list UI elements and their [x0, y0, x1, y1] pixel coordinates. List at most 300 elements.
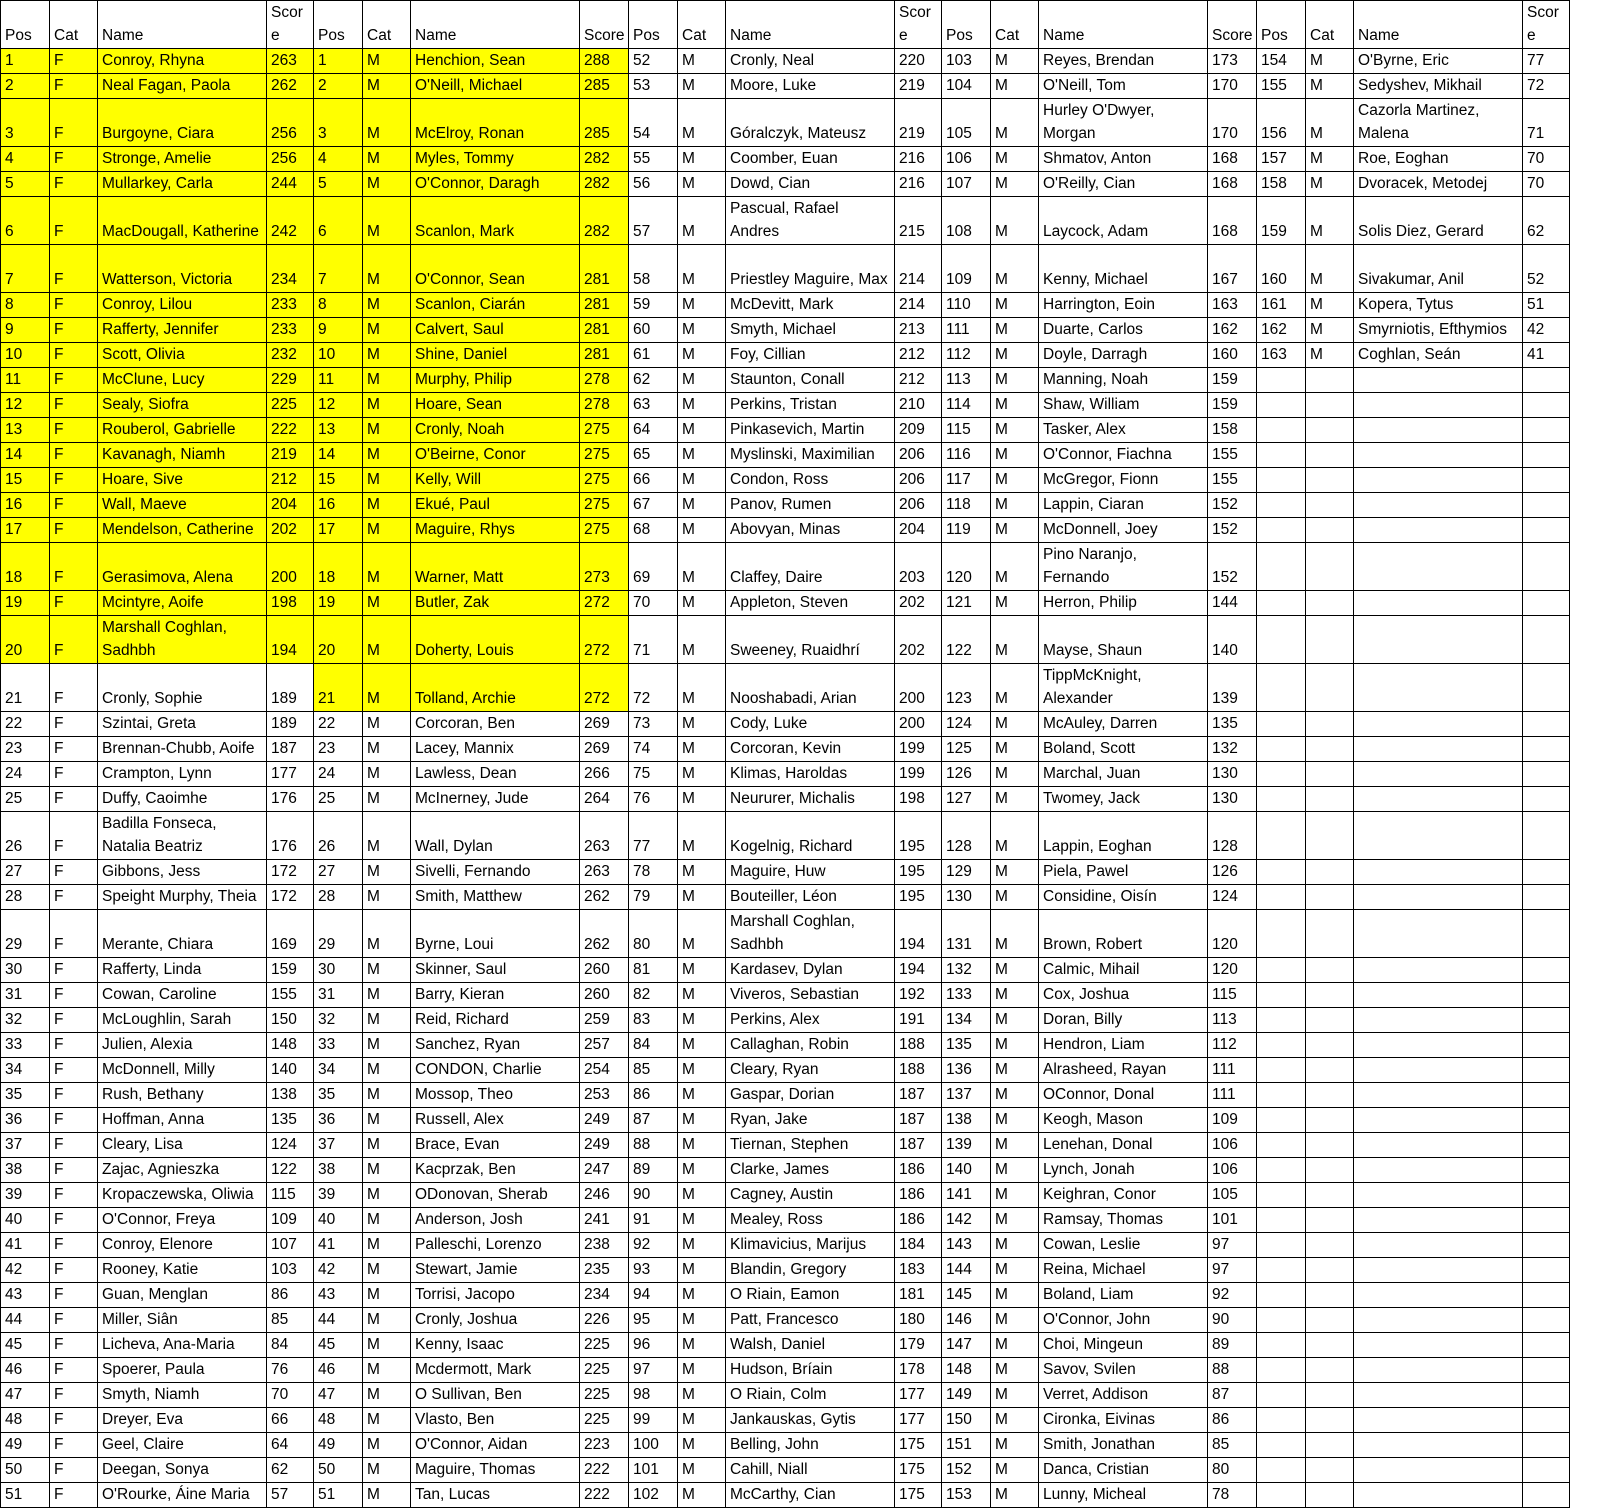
cell-pos[interactable] [1257, 1308, 1306, 1333]
cell-score[interactable]: 225 [580, 1333, 629, 1358]
cell-cat[interactable]: M [991, 616, 1039, 664]
cell-name[interactable]: Doherty, Louis [411, 616, 580, 664]
cell-pos[interactable]: 8 [314, 293, 363, 318]
cell-pos[interactable]: 155 [1257, 74, 1306, 99]
cell-score[interactable]: 85 [1208, 1433, 1257, 1458]
cell-score[interactable]: 148 [267, 1033, 314, 1058]
cell-name[interactable]: Deegan, Sonya [98, 1458, 267, 1483]
cell-cat[interactable]: M [1306, 318, 1354, 343]
cell-cat[interactable]: F [50, 293, 98, 318]
cell-cat[interactable]: M [991, 1408, 1039, 1433]
cell-name[interactable]: Szintai, Greta [98, 712, 267, 737]
cell-name[interactable]: McDonnell, Milly [98, 1058, 267, 1083]
cell-score[interactable]: 162 [1208, 318, 1257, 343]
cell-score[interactable]: 222 [580, 1483, 629, 1508]
cell-pos[interactable]: 128 [942, 812, 991, 860]
cell-cat[interactable] [1306, 812, 1354, 860]
cell-cat[interactable]: F [50, 1233, 98, 1258]
cell-score[interactable] [1523, 712, 1570, 737]
cell-pos[interactable]: 22 [314, 712, 363, 737]
cell-pos[interactable]: 28 [1, 885, 50, 910]
cell-pos[interactable]: 3 [314, 99, 363, 147]
cell-pos[interactable] [1257, 712, 1306, 737]
cell-pos[interactable]: 142 [942, 1208, 991, 1233]
cell-name[interactable]: Condon, Ross [726, 468, 895, 493]
cell-name[interactable]: Cironka, Eivinas [1039, 1408, 1208, 1433]
cell-pos[interactable]: 5 [1, 172, 50, 197]
cell-score[interactable] [1523, 443, 1570, 468]
cell-name[interactable] [1354, 368, 1523, 393]
cell-name[interactable]: Nooshabadi, Arian [726, 664, 895, 712]
cell-name[interactable]: Panov, Rumen [726, 493, 895, 518]
cell-score[interactable] [1523, 468, 1570, 493]
cell-score[interactable]: 215 [895, 197, 942, 245]
cell-score[interactable]: 234 [267, 245, 314, 293]
cell-score[interactable]: 176 [267, 812, 314, 860]
cell-pos[interactable] [1257, 393, 1306, 418]
cell-pos[interactable]: 36 [314, 1108, 363, 1133]
cell-name[interactable]: Licheva, Ana-Maria [98, 1333, 267, 1358]
cell-pos[interactable]: 76 [629, 787, 678, 812]
cell-cat[interactable]: F [50, 99, 98, 147]
cell-pos[interactable]: 42 [1, 1258, 50, 1283]
cell-score[interactable]: 210 [895, 393, 942, 418]
cell-score[interactable]: 155 [267, 983, 314, 1008]
cell-score[interactable]: 76 [267, 1358, 314, 1383]
cell-score[interactable]: 195 [895, 885, 942, 910]
cell-name[interactable]: Calvert, Saul [411, 318, 580, 343]
cell-score[interactable]: 260 [580, 983, 629, 1008]
cell-cat[interactable]: M [991, 99, 1039, 147]
cell-pos[interactable]: 2 [314, 74, 363, 99]
cell-name[interactable]: Pinkasevich, Martin [726, 418, 895, 443]
cell-name[interactable]: Rafferty, Jennifer [98, 318, 267, 343]
cell-pos[interactable]: 46 [1, 1358, 50, 1383]
cell-pos[interactable]: 38 [314, 1158, 363, 1183]
cell-cat[interactable]: M [678, 1308, 726, 1333]
cell-score[interactable]: 281 [580, 318, 629, 343]
cell-score[interactable] [1523, 1058, 1570, 1083]
cell-pos[interactable]: 145 [942, 1283, 991, 1308]
cell-cat[interactable]: F [50, 1183, 98, 1208]
cell-cat[interactable]: M [991, 812, 1039, 860]
cell-cat[interactable] [1306, 885, 1354, 910]
cell-name[interactable]: Hudson, Bríain [726, 1358, 895, 1383]
cell-name[interactable] [1354, 1483, 1523, 1508]
cell-pos[interactable]: 147 [942, 1333, 991, 1358]
cell-name[interactable]: Scott, Olivia [98, 343, 267, 368]
cell-name[interactable] [1354, 812, 1523, 860]
cell-score[interactable] [1523, 958, 1570, 983]
cell-cat[interactable]: F [50, 958, 98, 983]
cell-score[interactable]: 278 [580, 368, 629, 393]
cell-cat[interactable]: M [678, 1358, 726, 1383]
cell-cat[interactable]: M [363, 1108, 411, 1133]
cell-cat[interactable]: M [363, 1483, 411, 1508]
cell-pos[interactable] [1257, 1483, 1306, 1508]
cell-name[interactable]: Warner, Matt [411, 543, 580, 591]
cell-score[interactable]: 115 [1208, 983, 1257, 1008]
cell-score[interactable]: 111 [1208, 1058, 1257, 1083]
cell-pos[interactable]: 53 [629, 74, 678, 99]
cell-pos[interactable]: 79 [629, 885, 678, 910]
cell-cat[interactable] [1306, 616, 1354, 664]
cell-cat[interactable] [1306, 1008, 1354, 1033]
cell-name[interactable]: Byrne, Loui [411, 910, 580, 958]
cell-score[interactable]: 198 [267, 591, 314, 616]
cell-cat[interactable]: M [991, 443, 1039, 468]
cell-cat[interactable] [1306, 493, 1354, 518]
cell-score[interactable]: 225 [580, 1358, 629, 1383]
cell-name[interactable]: Marshall Coghlan, Sadhbh [726, 910, 895, 958]
cell-name[interactable] [1354, 958, 1523, 983]
cell-cat[interactable]: F [50, 1383, 98, 1408]
cell-pos[interactable]: 49 [314, 1433, 363, 1458]
cell-cat[interactable]: M [991, 1383, 1039, 1408]
cell-score[interactable]: 285 [580, 99, 629, 147]
cell-cat[interactable]: M [678, 1483, 726, 1508]
cell-pos[interactable] [1257, 368, 1306, 393]
cell-name[interactable]: Callaghan, Robin [726, 1033, 895, 1058]
cell-pos[interactable] [1257, 762, 1306, 787]
cell-pos[interactable] [1257, 468, 1306, 493]
cell-score[interactable]: 176 [267, 787, 314, 812]
cell-pos[interactable]: 36 [1, 1108, 50, 1133]
cell-cat[interactable]: F [50, 368, 98, 393]
cell-name[interactable]: ODonovan, Sherab [411, 1183, 580, 1208]
cell-pos[interactable]: 111 [942, 318, 991, 343]
cell-cat[interactable]: M [678, 1033, 726, 1058]
cell-cat[interactable] [1306, 1158, 1354, 1183]
cell-pos[interactable]: 159 [1257, 197, 1306, 245]
cell-score[interactable]: 238 [580, 1233, 629, 1258]
cell-pos[interactable]: 56 [629, 172, 678, 197]
cell-pos[interactable]: 67 [629, 493, 678, 518]
cell-name[interactable]: O'Connor, Fiachna [1039, 443, 1208, 468]
cell-cat[interactable]: M [678, 812, 726, 860]
cell-score[interactable]: 51 [1523, 293, 1570, 318]
cell-cat[interactable]: F [50, 172, 98, 197]
cell-cat[interactable]: M [363, 147, 411, 172]
cell-cat[interactable]: M [1306, 293, 1354, 318]
cell-name[interactable]: Tolland, Archie [411, 664, 580, 712]
cell-pos[interactable]: 26 [1, 812, 50, 860]
cell-pos[interactable]: 40 [314, 1208, 363, 1233]
cell-score[interactable]: 225 [580, 1383, 629, 1408]
cell-score[interactable] [1523, 1183, 1570, 1208]
cell-score[interactable]: 120 [1208, 910, 1257, 958]
cell-pos[interactable] [1257, 885, 1306, 910]
cell-name[interactable] [1354, 1008, 1523, 1033]
cell-name[interactable] [1354, 885, 1523, 910]
cell-name[interactable]: Gerasimova, Alena [98, 543, 267, 591]
cell-name[interactable]: Mendelson, Catherine [98, 518, 267, 543]
cell-name[interactable]: Kenny, Michael [1039, 245, 1208, 293]
cell-score[interactable]: 241 [580, 1208, 629, 1233]
cell-name[interactable] [1354, 1208, 1523, 1233]
cell-name[interactable]: O'Neill, Tom [1039, 74, 1208, 99]
cell-cat[interactable]: M [363, 1008, 411, 1033]
cell-pos[interactable]: 96 [629, 1333, 678, 1358]
cell-name[interactable]: Cowan, Leslie [1039, 1233, 1208, 1258]
cell-cat[interactable]: M [991, 49, 1039, 74]
cell-cat[interactable]: M [363, 99, 411, 147]
cell-cat[interactable]: M [991, 318, 1039, 343]
cell-pos[interactable]: 102 [629, 1483, 678, 1508]
cell-cat[interactable]: F [50, 885, 98, 910]
cell-cat[interactable]: F [50, 1158, 98, 1183]
cell-name[interactable]: Appleton, Steven [726, 591, 895, 616]
cell-score[interactable]: 269 [580, 737, 629, 762]
cell-score[interactable]: 172 [267, 860, 314, 885]
cell-score[interactable]: 188 [895, 1033, 942, 1058]
cell-pos[interactable]: 10 [1, 343, 50, 368]
cell-score[interactable]: 90 [1208, 1308, 1257, 1333]
cell-cat[interactable]: M [678, 664, 726, 712]
cell-score[interactable]: 214 [895, 245, 942, 293]
cell-cat[interactable]: M [678, 958, 726, 983]
cell-cat[interactable]: M [363, 910, 411, 958]
cell-name[interactable]: McDonnell, Joey [1039, 518, 1208, 543]
cell-score[interactable]: 202 [267, 518, 314, 543]
cell-pos[interactable]: 48 [1, 1408, 50, 1433]
cell-name[interactable]: Russell, Alex [411, 1108, 580, 1133]
cell-score[interactable]: 247 [580, 1158, 629, 1183]
cell-pos[interactable]: 15 [314, 468, 363, 493]
cell-pos[interactable]: 4 [314, 147, 363, 172]
cell-name[interactable] [1354, 1333, 1523, 1358]
cell-name[interactable]: Henchion, Sean [411, 49, 580, 74]
cell-name[interactable] [1354, 1058, 1523, 1083]
cell-pos[interactable]: 65 [629, 443, 678, 468]
cell-pos[interactable] [1257, 1158, 1306, 1183]
cell-score[interactable]: 155 [1208, 468, 1257, 493]
cell-cat[interactable]: M [991, 1208, 1039, 1233]
cell-cat[interactable]: M [363, 664, 411, 712]
cell-cat[interactable] [1306, 1283, 1354, 1308]
cell-pos[interactable]: 13 [314, 418, 363, 443]
cell-score[interactable]: 200 [895, 712, 942, 737]
cell-name[interactable]: Scanlon, Ciarán [411, 293, 580, 318]
cell-cat[interactable]: M [991, 147, 1039, 172]
cell-pos[interactable]: 72 [629, 664, 678, 712]
cell-cat[interactable] [1306, 1433, 1354, 1458]
cell-pos[interactable]: 45 [314, 1333, 363, 1358]
cell-cat[interactable]: M [363, 543, 411, 591]
cell-name[interactable]: Julien, Alexia [98, 1033, 267, 1058]
cell-name[interactable]: Manning, Noah [1039, 368, 1208, 393]
cell-pos[interactable]: 135 [942, 1033, 991, 1058]
cell-cat[interactable] [1306, 762, 1354, 787]
cell-pos[interactable]: 126 [942, 762, 991, 787]
cell-score[interactable]: 200 [895, 664, 942, 712]
cell-score[interactable] [1523, 1383, 1570, 1408]
cell-score[interactable]: 70 [1523, 147, 1570, 172]
cell-pos[interactable]: 107 [942, 172, 991, 197]
cell-name[interactable]: Miller, Siân [98, 1308, 267, 1333]
cell-cat[interactable]: M [991, 393, 1039, 418]
cell-cat[interactable] [1306, 443, 1354, 468]
cell-name[interactable]: Conroy, Lilou [98, 293, 267, 318]
cell-pos[interactable]: 137 [942, 1083, 991, 1108]
cell-score[interactable] [1523, 860, 1570, 885]
cell-score[interactable]: 42 [1523, 318, 1570, 343]
cell-cat[interactable]: M [678, 74, 726, 99]
cell-pos[interactable] [1257, 518, 1306, 543]
cell-cat[interactable]: M [678, 1083, 726, 1108]
cell-cat[interactable]: M [678, 910, 726, 958]
cell-cat[interactable]: M [991, 418, 1039, 443]
cell-score[interactable]: 140 [267, 1058, 314, 1083]
cell-cat[interactable]: M [991, 518, 1039, 543]
cell-pos[interactable]: 22 [1, 712, 50, 737]
cell-score[interactable]: 200 [267, 543, 314, 591]
cell-cat[interactable]: F [50, 443, 98, 468]
cell-score[interactable]: 115 [267, 1183, 314, 1208]
cell-score[interactable] [1523, 885, 1570, 910]
cell-name[interactable]: Ryan, Jake [726, 1108, 895, 1133]
cell-pos[interactable]: 68 [629, 518, 678, 543]
cell-pos[interactable]: 151 [942, 1433, 991, 1458]
cell-score[interactable]: 263 [580, 860, 629, 885]
cell-cat[interactable] [1306, 393, 1354, 418]
cell-cat[interactable] [1306, 591, 1354, 616]
cell-name[interactable]: Belling, John [726, 1433, 895, 1458]
cell-name[interactable]: McDevitt, Mark [726, 293, 895, 318]
cell-pos[interactable] [1257, 1208, 1306, 1233]
cell-pos[interactable] [1257, 1133, 1306, 1158]
cell-score[interactable]: 273 [580, 543, 629, 591]
cell-score[interactable] [1523, 591, 1570, 616]
cell-pos[interactable]: 18 [314, 543, 363, 591]
cell-score[interactable]: 177 [895, 1383, 942, 1408]
cell-score[interactable]: 139 [1208, 664, 1257, 712]
cell-cat[interactable]: M [678, 983, 726, 1008]
cell-name[interactable]: Cleary, Ryan [726, 1058, 895, 1083]
cell-name[interactable]: Cronly, Sophie [98, 664, 267, 712]
cell-cat[interactable]: M [363, 860, 411, 885]
cell-cat[interactable]: M [363, 591, 411, 616]
cell-cat[interactable]: F [50, 418, 98, 443]
cell-score[interactable]: 223 [580, 1433, 629, 1458]
cell-name[interactable] [1354, 1283, 1523, 1308]
cell-cat[interactable]: F [50, 1483, 98, 1508]
cell-score[interactable]: 203 [895, 543, 942, 591]
cell-pos[interactable]: 49 [1, 1433, 50, 1458]
cell-pos[interactable]: 12 [314, 393, 363, 418]
cell-pos[interactable]: 7 [314, 245, 363, 293]
cell-cat[interactable]: M [363, 1083, 411, 1108]
cell-score[interactable] [1523, 1258, 1570, 1283]
cell-pos[interactable]: 12 [1, 393, 50, 418]
cell-score[interactable]: 253 [580, 1083, 629, 1108]
cell-pos[interactable] [1257, 543, 1306, 591]
cell-name[interactable]: Maguire, Huw [726, 860, 895, 885]
cell-pos[interactable]: 9 [1, 318, 50, 343]
cell-name[interactable]: Dowd, Cian [726, 172, 895, 197]
cell-pos[interactable]: 33 [314, 1033, 363, 1058]
cell-pos[interactable] [1257, 1433, 1306, 1458]
cell-name[interactable] [1354, 1258, 1523, 1283]
cell-score[interactable]: 226 [580, 1308, 629, 1333]
cell-score[interactable]: 278 [580, 393, 629, 418]
cell-name[interactable] [1354, 393, 1523, 418]
cell-name[interactable]: Burgoyne, Ciara [98, 99, 267, 147]
cell-name[interactable]: Coomber, Euan [726, 147, 895, 172]
cell-cat[interactable]: M [363, 172, 411, 197]
cell-cat[interactable]: M [678, 1008, 726, 1033]
cell-score[interactable]: 256 [267, 147, 314, 172]
cell-score[interactable] [1523, 1008, 1570, 1033]
cell-cat[interactable]: M [363, 1333, 411, 1358]
cell-cat[interactable] [1306, 418, 1354, 443]
cell-score[interactable] [1523, 983, 1570, 1008]
cell-pos[interactable]: 32 [314, 1008, 363, 1033]
cell-score[interactable]: 206 [895, 443, 942, 468]
cell-score[interactable]: 214 [895, 293, 942, 318]
cell-score[interactable]: 89 [1208, 1333, 1257, 1358]
cell-score[interactable]: 103 [267, 1258, 314, 1283]
cell-pos[interactable] [1257, 1183, 1306, 1208]
cell-pos[interactable]: 86 [629, 1083, 678, 1108]
cell-pos[interactable]: 101 [629, 1458, 678, 1483]
cell-score[interactable]: 281 [580, 343, 629, 368]
cell-cat[interactable]: F [50, 591, 98, 616]
cell-score[interactable]: 246 [580, 1183, 629, 1208]
cell-name[interactable]: Cowan, Caroline [98, 983, 267, 1008]
cell-name[interactable] [1354, 737, 1523, 762]
cell-pos[interactable]: 47 [1, 1383, 50, 1408]
cell-score[interactable]: 220 [895, 49, 942, 74]
cell-pos[interactable]: 34 [314, 1058, 363, 1083]
cell-pos[interactable] [1257, 1358, 1306, 1383]
cell-cat[interactable]: F [50, 1408, 98, 1433]
cell-cat[interactable]: M [991, 664, 1039, 712]
cell-score[interactable]: 249 [580, 1133, 629, 1158]
cell-pos[interactable]: 97 [629, 1358, 678, 1383]
cell-name[interactable]: Doran, Billy [1039, 1008, 1208, 1033]
cell-cat[interactable] [1306, 1258, 1354, 1283]
cell-cat[interactable]: M [678, 468, 726, 493]
cell-score[interactable]: 183 [895, 1258, 942, 1283]
cell-pos[interactable]: 21 [314, 664, 363, 712]
cell-score[interactable]: 62 [267, 1458, 314, 1483]
cell-cat[interactable] [1306, 518, 1354, 543]
cell-score[interactable]: 124 [267, 1133, 314, 1158]
cell-cat[interactable]: M [991, 343, 1039, 368]
cell-name[interactable]: Kelly, Will [411, 468, 580, 493]
cell-score[interactable]: 159 [1208, 393, 1257, 418]
cell-score[interactable]: 199 [895, 762, 942, 787]
cell-pos[interactable]: 149 [942, 1383, 991, 1408]
cell-pos[interactable]: 83 [629, 1008, 678, 1033]
cell-name[interactable]: Watterson, Victoria [98, 245, 267, 293]
cell-cat[interactable]: M [678, 762, 726, 787]
cell-cat[interactable]: M [678, 418, 726, 443]
cell-score[interactable]: 181 [895, 1283, 942, 1308]
cell-cat[interactable]: M [363, 518, 411, 543]
cell-name[interactable]: Sivelli, Fernando [411, 860, 580, 885]
cell-name[interactable] [1354, 1233, 1523, 1258]
cell-score[interactable] [1523, 1408, 1570, 1433]
cell-pos[interactable]: 44 [1, 1308, 50, 1333]
cell-name[interactable]: Mossop, Theo [411, 1083, 580, 1108]
cell-cat[interactable]: M [363, 1408, 411, 1433]
cell-score[interactable] [1523, 1233, 1570, 1258]
cell-name[interactable]: Duffy, Caoimhe [98, 787, 267, 812]
cell-score[interactable]: 135 [1208, 712, 1257, 737]
cell-cat[interactable] [1306, 787, 1354, 812]
